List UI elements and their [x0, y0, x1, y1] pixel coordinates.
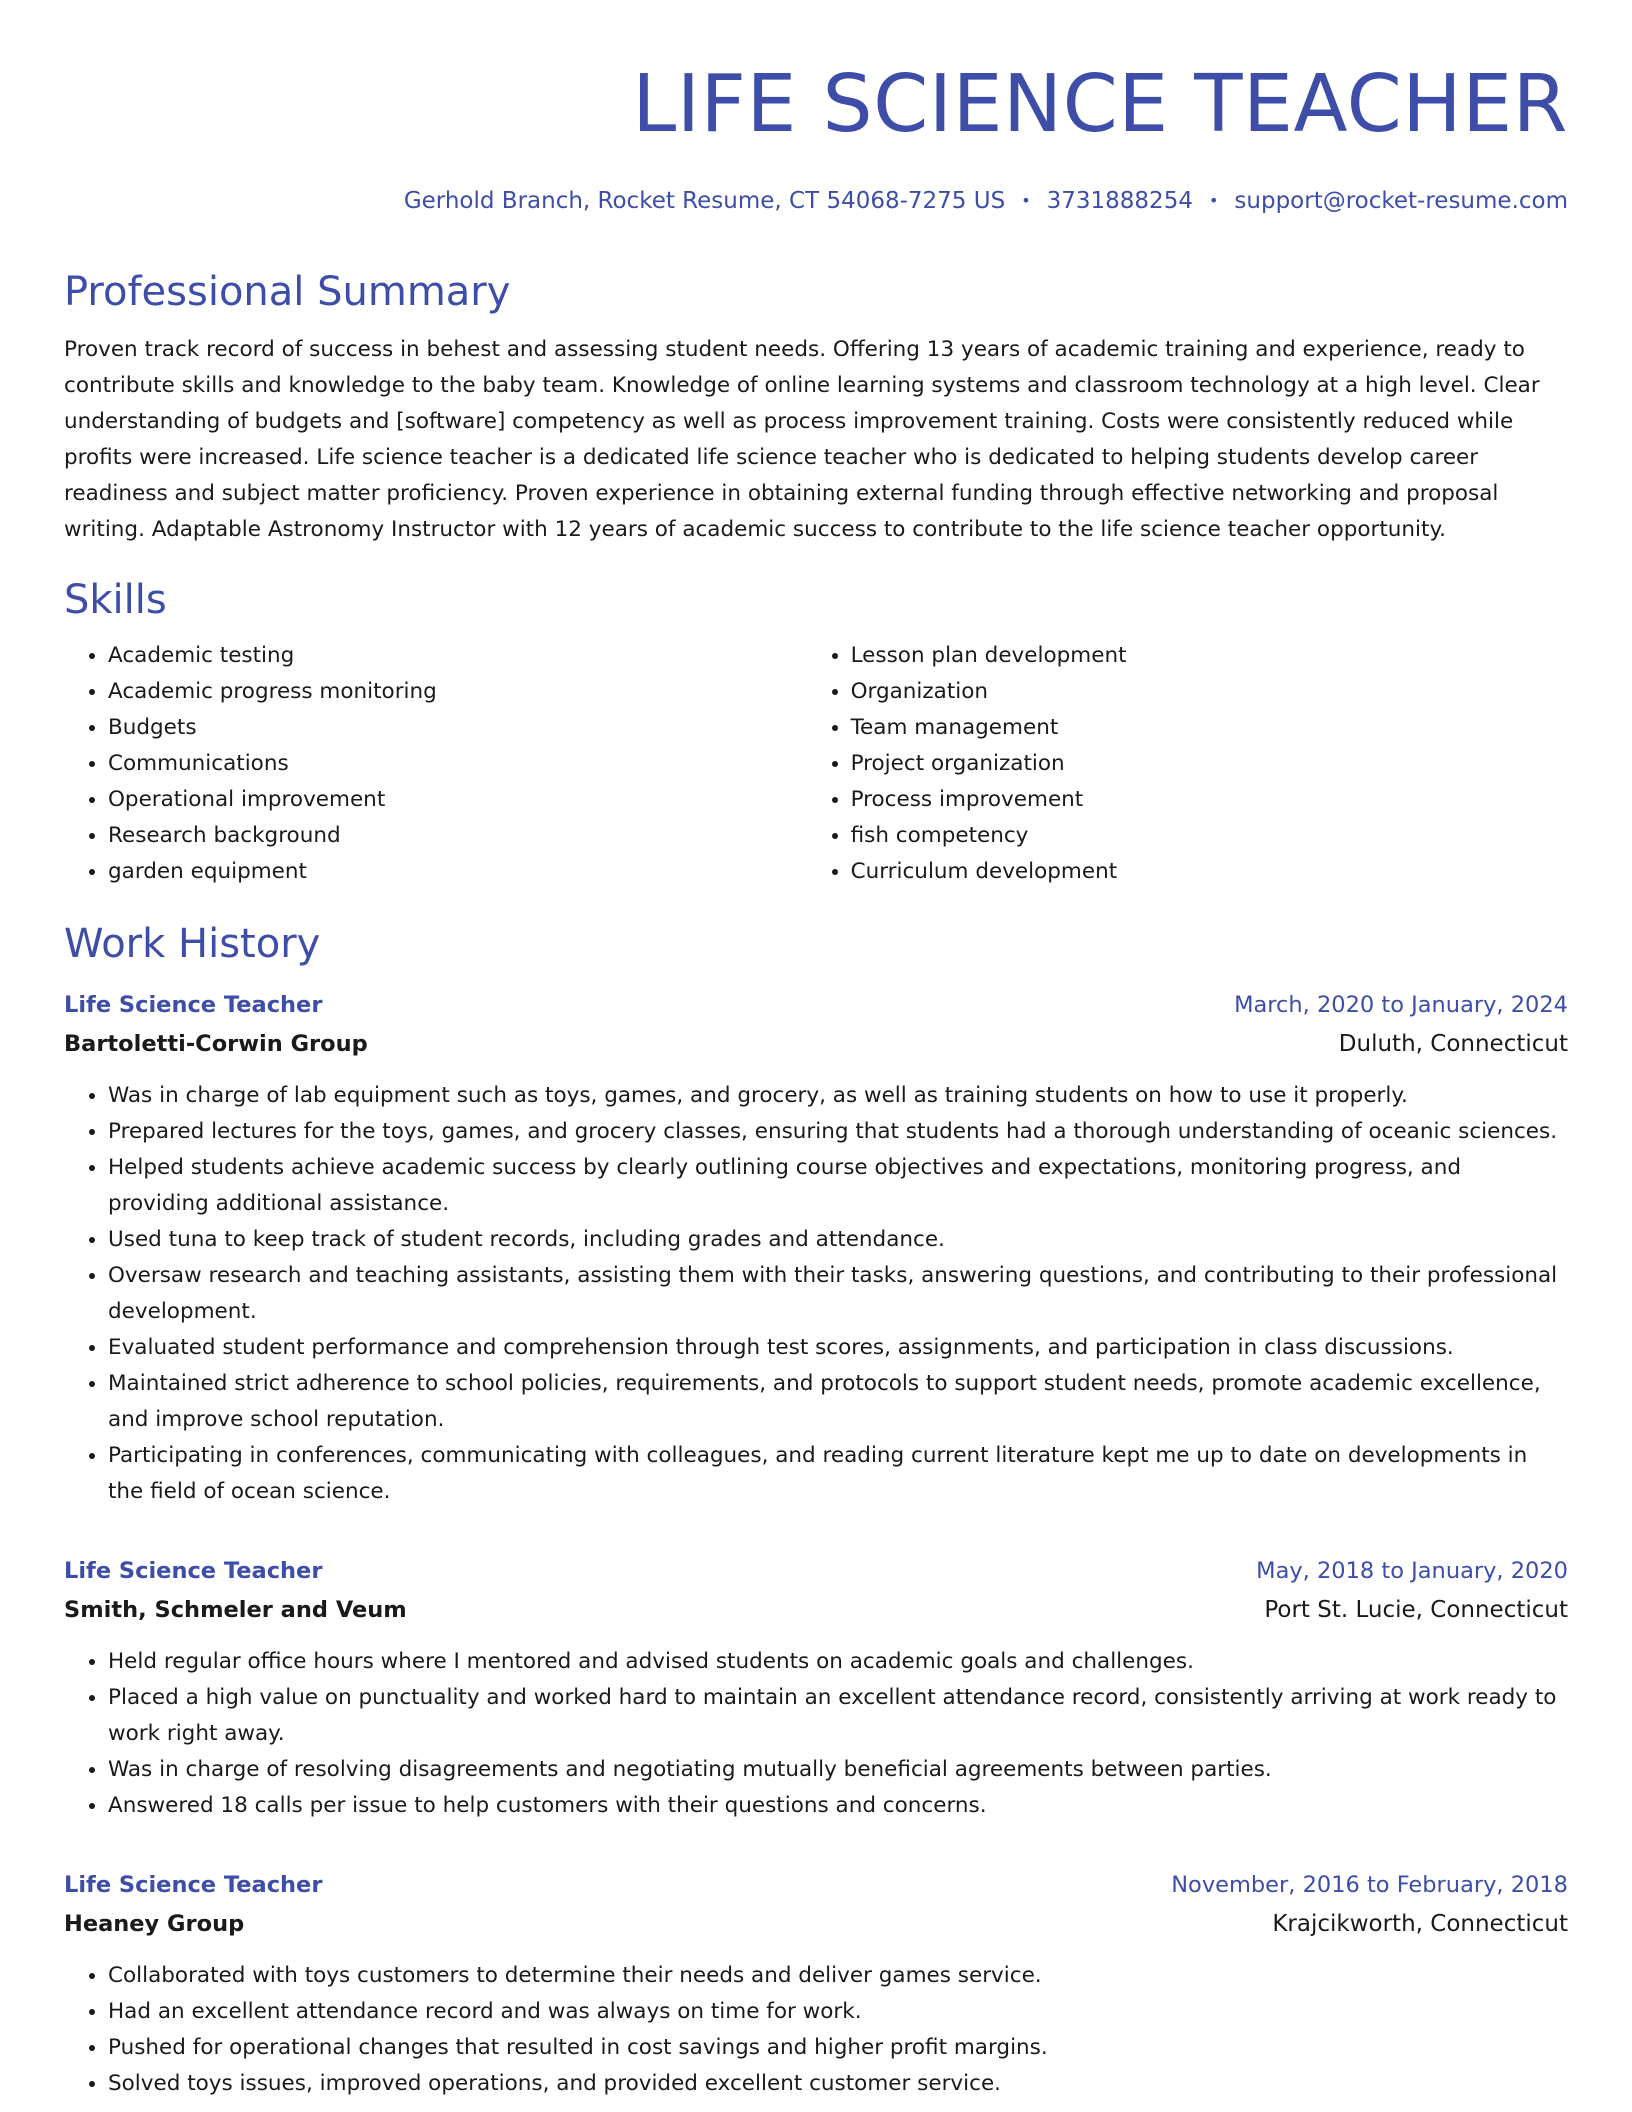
job-bullets: [64, 1958, 1568, 2102]
skill-item: • Communications: [108, 746, 807, 782]
skill-item: • Academic progress monitoring: [108, 674, 807, 710]
skill-item: • Team management: [851, 710, 1568, 746]
skill-item: • Operational improvement: [108, 782, 807, 818]
job-header-row: [64, 1552, 1568, 1590]
job-company-row: [64, 1024, 1568, 1064]
job-bullets: [64, 1078, 1568, 1510]
skill-item: • Process improvement: [851, 782, 1568, 818]
job-dates: May, 2018 to January, 2020: [1256, 1558, 1568, 1584]
job-bullet: • Was in charge of lab equipment such as toys, games, and grocery, as well as training students on how to use it properly.: [108, 1078, 1568, 1114]
job-bullet: • Solved toys issues, improved operations, and provided excellent customer service.: [108, 2066, 1568, 2102]
skill-item: • fish competency: [851, 818, 1568, 854]
job-company: Bartoletti-Corwin Group: [64, 1031, 368, 1057]
job-dates: March, 2020 to January, 2024: [1234, 992, 1568, 1018]
skill-item: • Budgets: [108, 710, 807, 746]
job-company: Heaney Group: [64, 1911, 245, 1937]
job-company: Smith, Schmeler and Veum: [64, 1597, 407, 1623]
job-title: Life Science Teacher: [64, 992, 323, 1018]
job-title: Life Science Teacher: [64, 1558, 323, 1584]
job-bullet: • Participating in conferences, communicating with colleagues, and reading current literature kept me up to date on developments in the field of ocean science.: [108, 1438, 1568, 1510]
job-bullet: • Maintained strict adherence to school policies, requirements, and protocols to support student needs, promote academic excellence, and improve school reputation.: [108, 1366, 1568, 1438]
skills-column-right: [807, 638, 1568, 890]
job-bullet: • Answered 18 calls per issue to help customers with their questions and concerns.: [108, 1788, 1568, 1824]
skill-item: • Research background: [108, 818, 807, 854]
job-location: Krajcikworth, Connecticut: [1272, 1911, 1568, 1937]
job-bullet: • Collaborated with toys customers to determine their needs and deliver games service.: [108, 1958, 1568, 1994]
job-bullet: • Prepared lectures for the toys, games, and grocery classes, ensuring that students had a thorough understanding of oceanic sciences.: [108, 1114, 1568, 1150]
resume-title: LIFE SCIENCE TEACHER: [632, 58, 1568, 150]
skill-item: • Academic testing: [108, 638, 807, 674]
job-bullet: • Used tuna to keep track of student records, including grades and attendance.: [108, 1222, 1568, 1258]
job-header-row: [64, 986, 1568, 1024]
contact-separator: •: [1208, 191, 1219, 210]
skill-item: • Lesson plan development: [851, 638, 1568, 674]
resume-page: [64, 0, 1568, 2102]
job-bullet: • Pushed for operational changes that resulted in cost savings and higher profit margins.: [108, 2030, 1568, 2066]
work-history-heading: Work History: [64, 921, 321, 967]
job-location: Duluth, Connecticut: [1338, 1031, 1568, 1057]
job-location: Port St. Lucie, Connecticut: [1264, 1597, 1568, 1623]
job-header-row: [64, 1866, 1568, 1904]
job-bullet: • Held regular office hours where I mentored and advised students on academic goals and challenges.: [108, 1644, 1568, 1680]
contact-address: Gerhold Branch, Rocket Resume, CT 54068-7275 US: [403, 188, 1006, 214]
job-dates: November, 2016 to February, 2018: [1171, 1872, 1568, 1898]
job-bullet: • Was in charge of resolving disagreements and negotiating mutually beneficial agreements between parties.: [108, 1752, 1568, 1788]
job-bullet: • Oversaw research and teaching assistants, assisting them with their tasks, answering questions, and contributing to their professional development.: [108, 1258, 1568, 1330]
contact-separator: •: [1021, 191, 1031, 210]
summary-text: Proven track record of success in behest and assessing student needs. Offering 13 years of academic training and experience, ready to contribute skills and knowledge to the baby team. Knowledge of online learning systems and classroom technology at a high level. Clear understanding of budgets and [software] competency as well as process improvement training. Costs were consistently reduced while profits were increased. Life science teacher is a dedicated life science teacher who is dedicated to helping students develop career readiness and subject matter proficiency. Proven experience in obtaining external funding through effective networking and proposal writing. Adaptable Astronomy Instructor with 12 years of academic success to contribute to the life science teacher opportunity.: [64, 337, 1540, 542]
job-bullet: • Helped students achieve academic success by clearly outlining course objectives and expectations, monitoring progress, and providing additional assistance.: [108, 1150, 1568, 1222]
job-bullet: • Evaluated student performance and comprehension through test scores, assignments, and participation in class discussions.: [108, 1330, 1568, 1366]
skill-item: • garden equipment: [108, 854, 807, 890]
skill-item: • Curriculum development: [851, 854, 1568, 890]
job-bullet: • Had an excellent attendance record and was always on time for work.: [108, 1994, 1568, 2030]
job-title: Life Science Teacher: [64, 1872, 323, 1898]
skill-item: • Organization: [851, 674, 1568, 710]
job-bullets: [64, 1644, 1568, 1824]
skills-heading: Skills: [64, 577, 167, 623]
skill-item: • Project organization: [851, 746, 1568, 782]
job-company-row: [64, 1590, 1568, 1630]
summary-heading: Professional Summary: [64, 269, 511, 315]
contact-line: [64, 186, 1568, 216]
job-bullet: • Placed a high value on punctuality and worked hard to maintain an excellent attendance record, consistently arriving at work ready to work right away.: [108, 1680, 1568, 1752]
contact-email: support@rocket-resume.com: [1234, 188, 1568, 214]
job-entry: [64, 1552, 1568, 1824]
job-entry: [64, 986, 1568, 1510]
skills-column-left: [64, 638, 807, 890]
skills-list: [64, 638, 1568, 890]
contact-phone: 3731888254: [1046, 188, 1193, 214]
job-company-row: [64, 1904, 1568, 1944]
job-entry: [64, 1866, 1568, 2102]
